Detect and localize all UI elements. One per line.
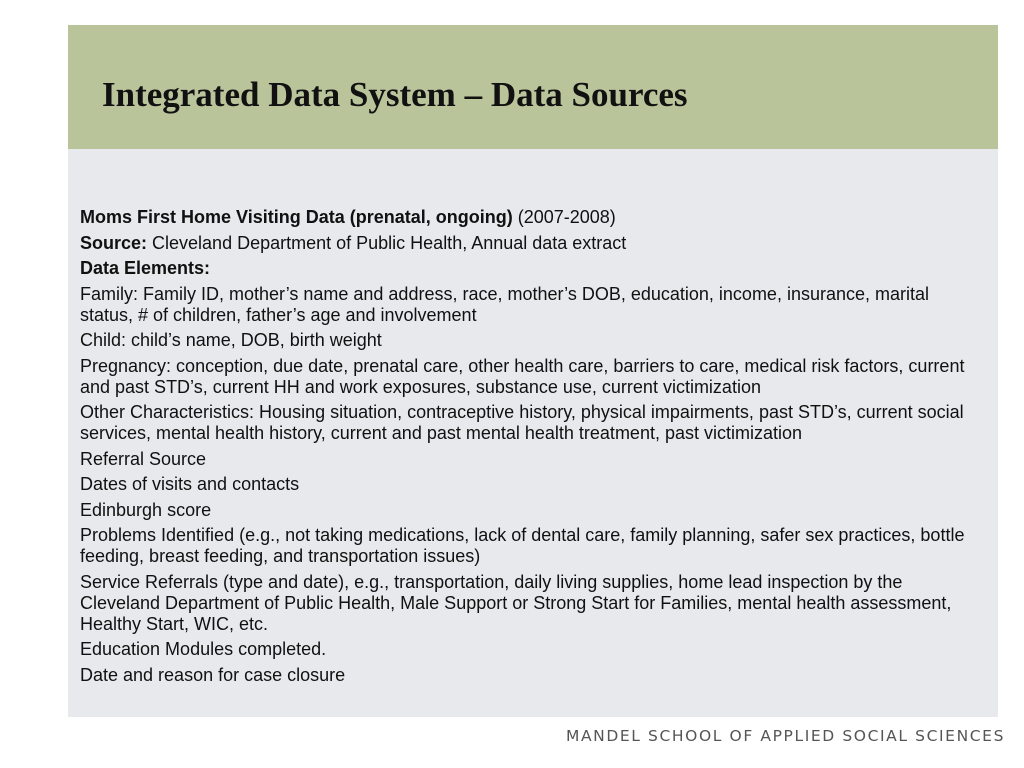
content-panel bbox=[68, 149, 998, 717]
list-item: Date and reason for case closure bbox=[80, 664, 346, 685]
list-item: Dates of visits and contacts bbox=[80, 474, 300, 494]
list-item: Edinburgh score bbox=[80, 499, 212, 520]
title-band bbox=[68, 25, 998, 149]
data-elements-label: Data Elements: bbox=[80, 258, 211, 278]
source-line bbox=[80, 233, 980, 254]
slide-title: Integrated Data System – Data Sources bbox=[102, 75, 688, 114]
list-item: Pregnancy: conception, due date, prenatal care, other health care, barriers to care, medical risk factors, current and past STD’s, current HH and work exposures, substance use, current victimization bbox=[80, 355, 965, 397]
footer-logo-text: MANDEL SCHOOL OF APPLIED SOCIAL SCIENCES bbox=[566, 727, 1006, 745]
list-item: Service Referrals (type and date), e.g., transportation, daily living supplies, home lead inspection by the Cleveland Department of Public Health, Male Support or Strong Start for Families, mental health assessment, Healthy Start, WIC, etc. bbox=[80, 571, 952, 634]
list-item: Child: child’s name, DOB, birth weight bbox=[80, 330, 382, 350]
source-label: Source: bbox=[80, 232, 148, 253]
list-item: Family: Family ID, mother’s name and address, race, mother’s DOB, education, income, insurance, marital status, # of children, father’s age and involvement bbox=[80, 283, 930, 325]
dataset-years: (2007-2008) bbox=[512, 207, 616, 227]
list-item: Other Characteristics: Housing situation, contraceptive history, physical impairments, past STD’s, current social services, mental health history, current and past mental health treatment, past victimization bbox=[80, 402, 964, 443]
dataset-heading bbox=[80, 207, 980, 228]
content-list bbox=[80, 207, 980, 690]
list-item: Problems Identified (e.g., not taking medications, lack of dental care, family planning, safer sex practices, bottle feeding, breast feeding, and transportation issues) bbox=[80, 525, 965, 566]
dataset-name: Moms First Home Visiting Data (prenatal, ongoing) bbox=[80, 207, 513, 227]
list-item: Referral Source bbox=[80, 448, 207, 469]
list-item: Education Modules completed. bbox=[80, 639, 327, 659]
source-text: Cleveland Department of Public Health, Annual data extract bbox=[147, 232, 627, 253]
